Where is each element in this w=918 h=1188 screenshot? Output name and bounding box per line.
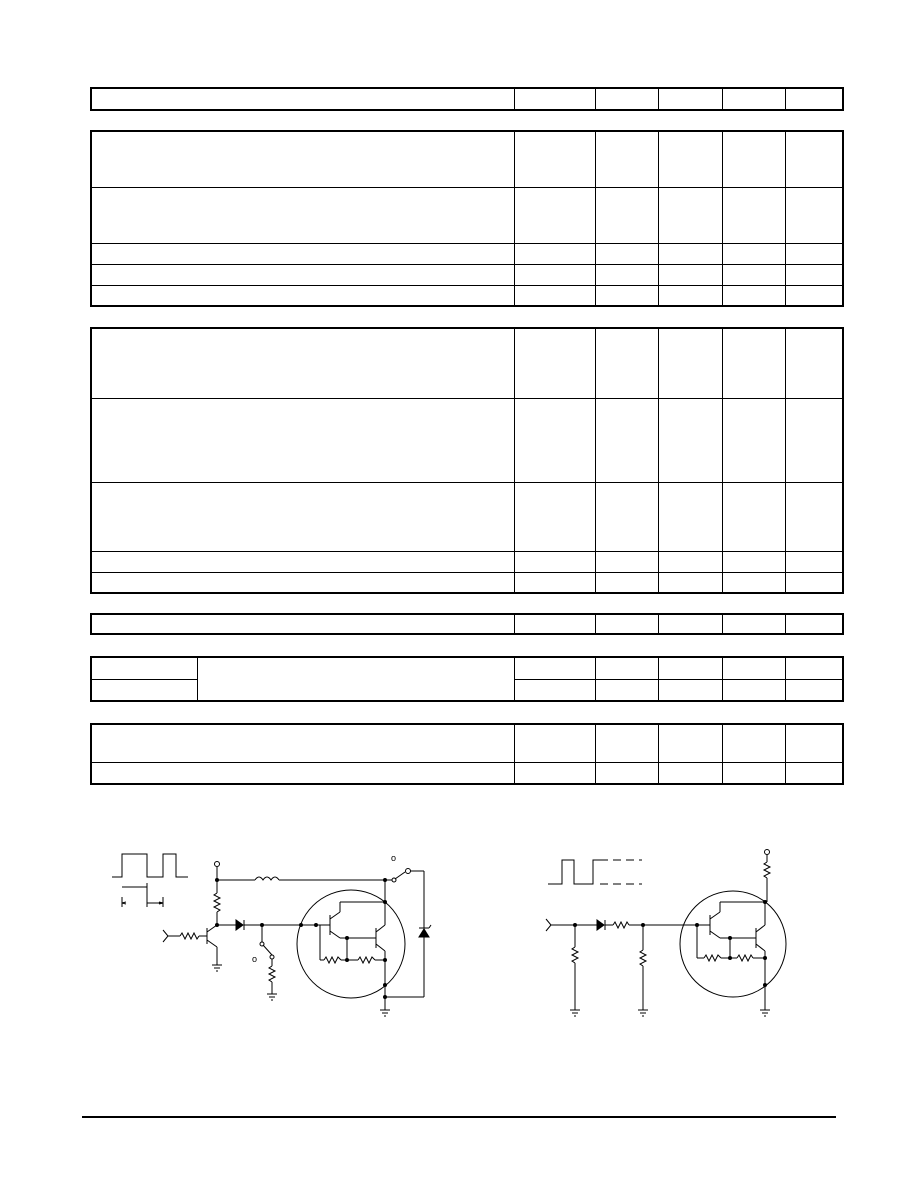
svg-text:o: o <box>391 853 397 863</box>
footer-rule <box>82 1116 836 1118</box>
input-pulse-waveform <box>112 854 188 907</box>
resistive-switching-test-circuit <box>546 850 786 1017</box>
svg-text:o: o <box>252 954 258 964</box>
inductive-switching-test-circuit <box>112 853 431 1016</box>
